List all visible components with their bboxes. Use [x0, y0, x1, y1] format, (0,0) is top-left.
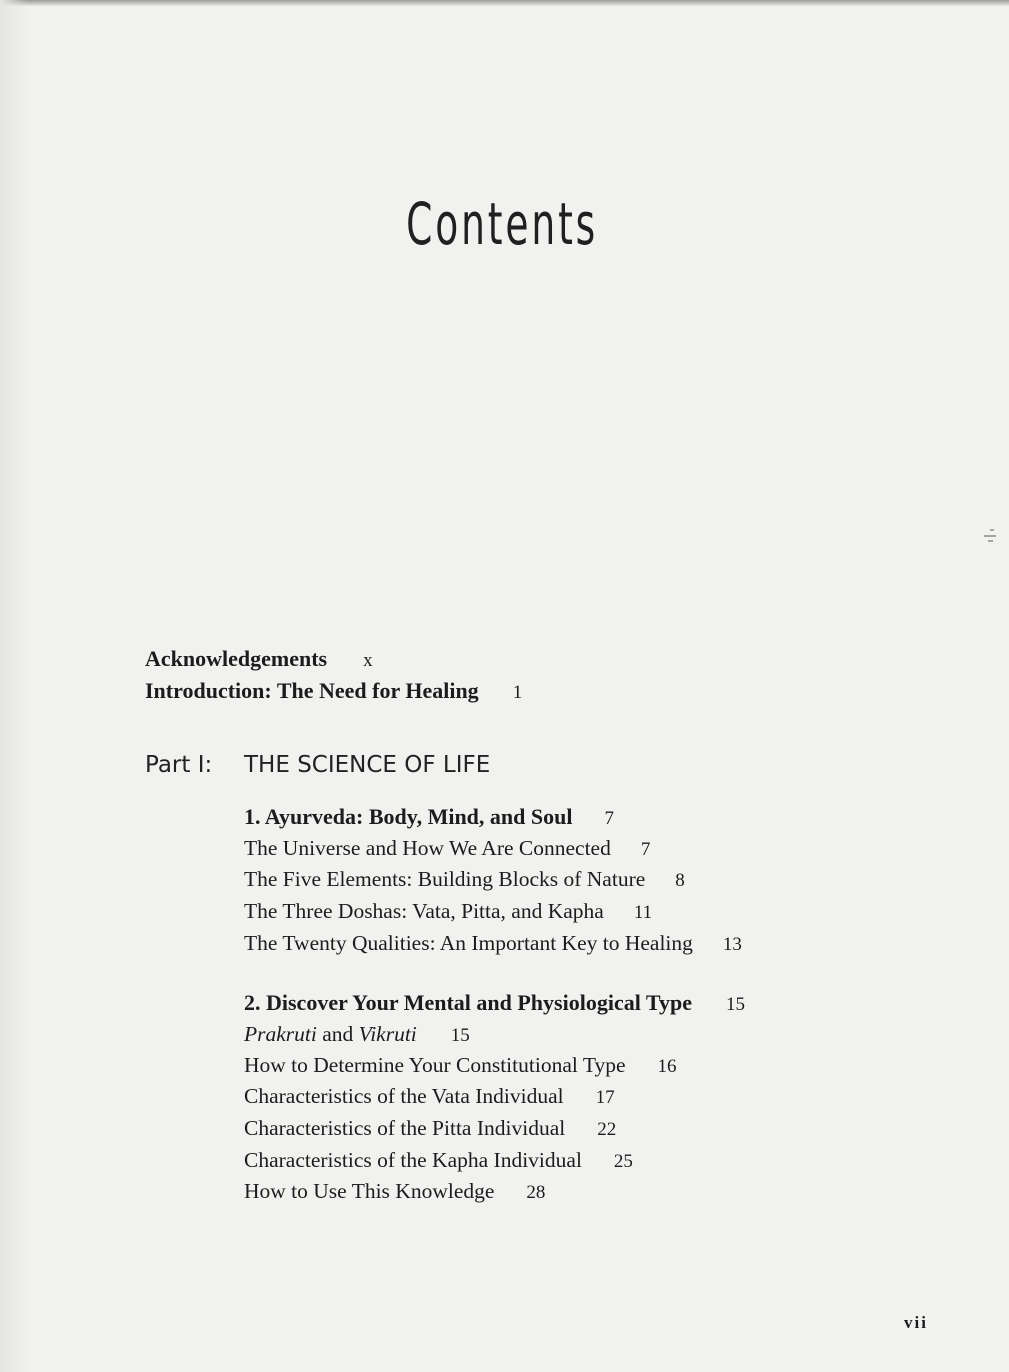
toc-section-label: The Five Elements: Building Blocks of Nature	[244, 867, 646, 891]
toc-section-label: Characteristics of the Kapha Individual	[244, 1148, 582, 1172]
page-title: Contents	[406, 190, 599, 258]
toc-chapter-page: 7	[604, 808, 614, 829]
toc-section	[244, 931, 742, 956]
toc-section	[244, 1179, 545, 1204]
part-label: Part I:	[145, 752, 213, 778]
toc-section-page: 28	[526, 1182, 546, 1203]
toc-section-label: Characteristics of the Pitta Individual	[244, 1116, 566, 1140]
toc-chapter-label: 2. Discover Your Mental and Physiological Type	[244, 990, 692, 1015]
toc-section	[244, 1116, 616, 1141]
toc-section-page: 22	[597, 1119, 617, 1140]
toc-section	[244, 1148, 633, 1173]
toc-entry-page: 1	[512, 682, 523, 703]
toc-section-label: The Three Doshas: Vata, Pitta, and Kapha	[244, 899, 604, 923]
toc-chapter-1	[244, 804, 614, 830]
toc-chapter-page: 15	[725, 994, 745, 1015]
toc-section-label: How to Determine Your Constitutional Type	[244, 1053, 626, 1077]
toc-section-page: 17	[595, 1087, 615, 1108]
toc-section-label-italic: Prakruti	[244, 1022, 317, 1046]
page-number: vii	[904, 1313, 928, 1332]
toc-chapter-2	[244, 990, 745, 1016]
toc-section	[244, 1053, 677, 1078]
toc-section	[244, 867, 685, 892]
toc-section	[244, 836, 650, 861]
toc-section-page: 25	[613, 1151, 633, 1172]
toc-section	[244, 1084, 615, 1109]
toc-section-label: and	[316, 1022, 359, 1046]
toc-section-label: How to Use This Knowledge	[244, 1179, 495, 1203]
toc-entry-label: Acknowledgements	[145, 646, 328, 671]
page-gutter-shade	[0, 0, 28, 1372]
toc-entry-label: Introduction: The Need for Healing	[145, 678, 479, 703]
toc-section-page: 16	[657, 1056, 677, 1077]
toc-section-label: The Twenty Qualities: An Important Key to Healing	[244, 931, 693, 955]
toc-section-page: 8	[675, 870, 685, 891]
toc-chapter-label: 1. Ayurveda: Body, Mind, and Soul	[244, 804, 573, 829]
toc-entry-introduction	[145, 678, 522, 704]
toc-section	[244, 899, 652, 924]
page-top-edge	[0, 0, 1009, 6]
toc-section-page: 7	[640, 839, 651, 860]
part-title: THE SCIENCE OF LIFE	[244, 752, 491, 778]
toc-entry-page: x	[363, 650, 373, 671]
toc-section-page: 11	[633, 902, 653, 923]
toc-entry-acknowledgements	[145, 646, 373, 672]
toc-section-page: 15	[450, 1025, 470, 1046]
toc-section-page: 13	[722, 934, 742, 955]
toc-section	[244, 1022, 470, 1047]
toc-section-label: Characteristics of the Vata Individual	[244, 1084, 564, 1108]
toc-section-label-italic: Vikruti	[358, 1022, 417, 1046]
toc-section-label: The Universe and How We Are Connected	[244, 836, 611, 860]
scan-speck	[976, 527, 998, 543]
